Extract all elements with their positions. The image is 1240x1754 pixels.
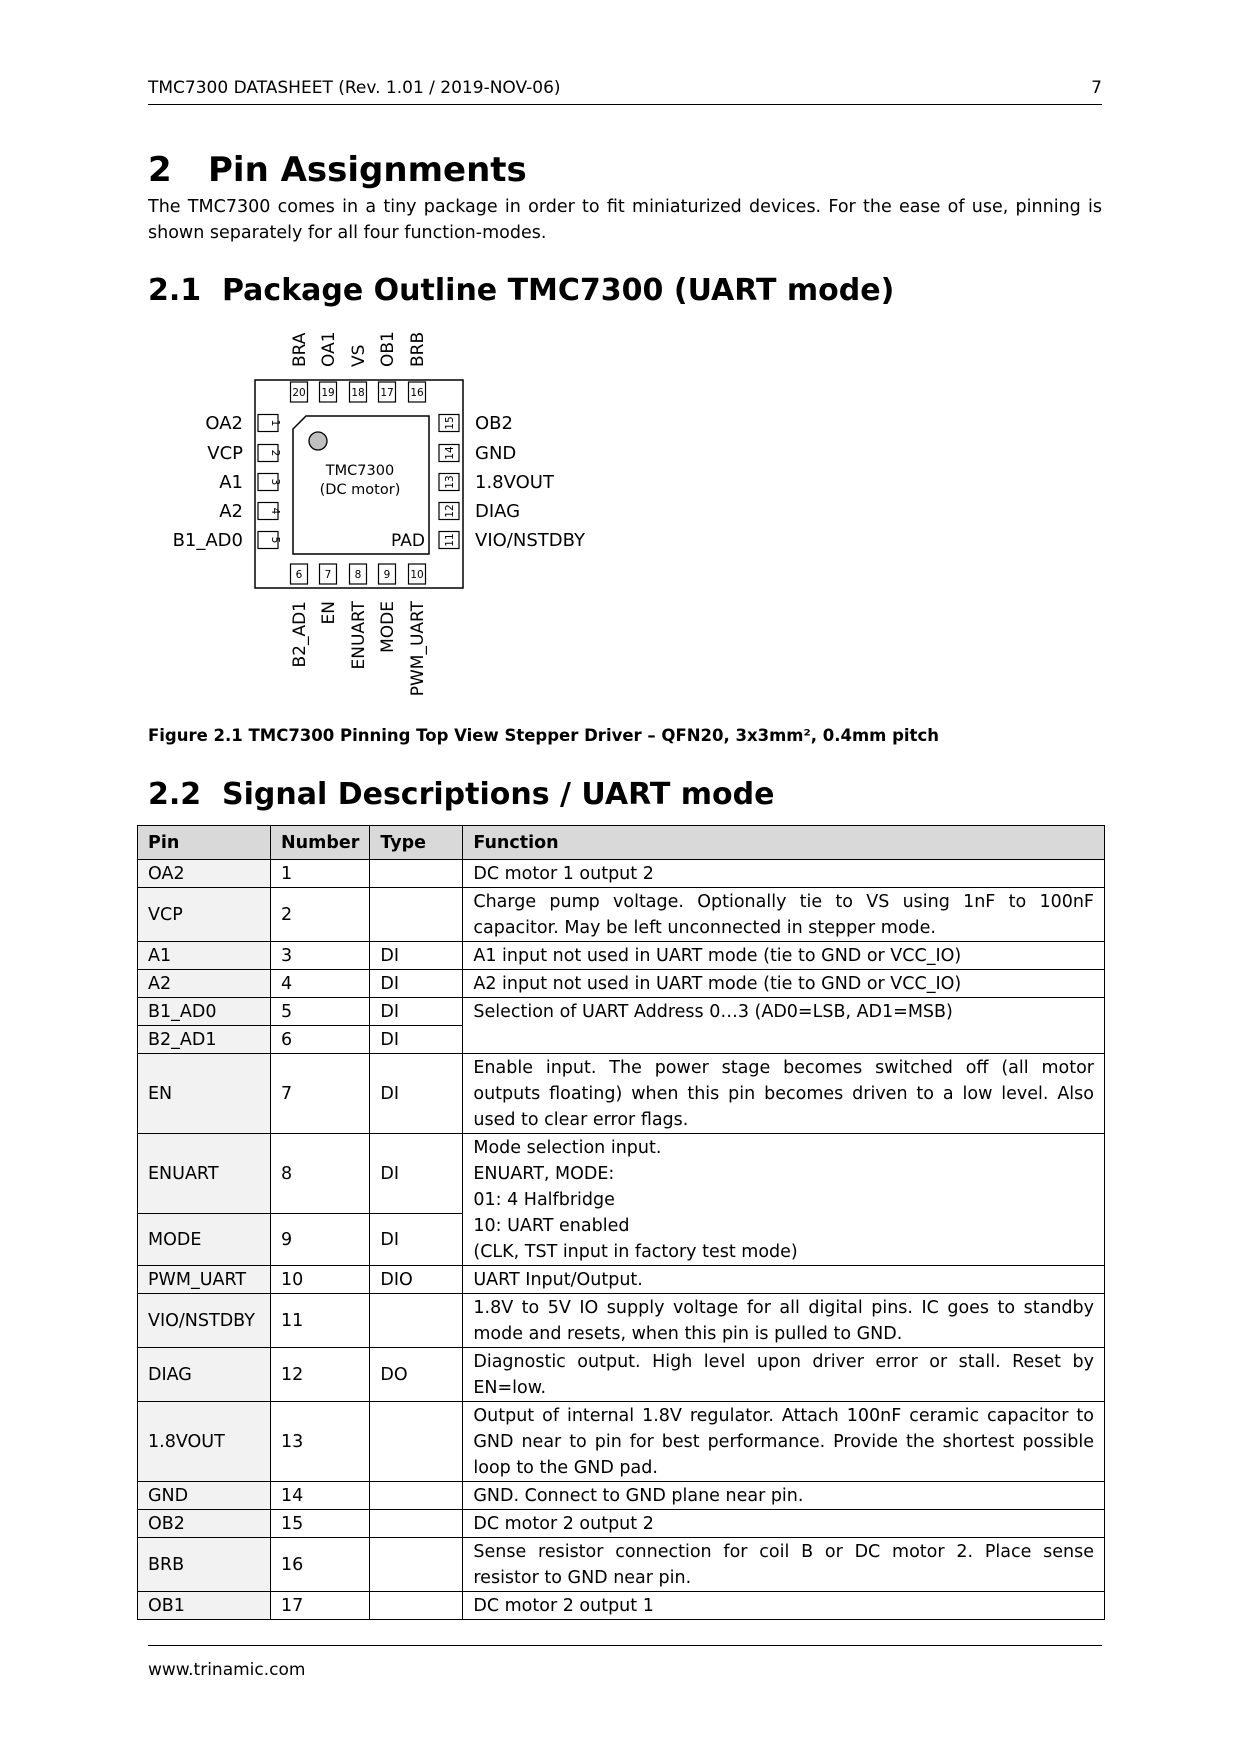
pin-label-bra: BRA <box>290 332 310 367</box>
function-cell: Sense resistor connection for coil B or DC motor 2. Place sense resistor to GND near pin. <box>463 1538 1105 1592</box>
number-cell: 16 <box>271 1538 370 1592</box>
chip-mode: (DC motor) <box>319 482 401 498</box>
function-cell: Diagnostic output. High level upon driver error or stall. Reset by EN=low. <box>463 1348 1105 1402</box>
table-row <box>138 1402 1105 1482</box>
pin-cell: A1 <box>138 942 271 970</box>
table-row <box>138 1134 1105 1214</box>
pin-cell: BRB <box>138 1538 271 1592</box>
function-cell: Output of internal 1.8V regulator. Attach 100nF ceramic capacitor to GND near to pin for best performance. Provide the shortest possible loop to the GND pad. <box>463 1402 1105 1482</box>
column-header-function: Function <box>463 826 1105 860</box>
section-2-number: 2 <box>148 150 172 190</box>
section-2-intro: The TMC7300 comes in a tiny package in order to fit miniaturized devices. For the ease of use, pinning is shown separately for all four function-modes. <box>148 197 1102 243</box>
section-2-2-title: Signal Descriptions / UART mode <box>222 777 775 812</box>
pin-label-a1: A1 <box>219 472 243 493</box>
pin-label-vcp: VCP <box>207 443 243 464</box>
pin-cell: GND <box>138 1482 271 1510</box>
section-2-1-title: Package Outline TMC7300 (UART mode) <box>222 273 895 308</box>
page-number: 7 <box>1091 78 1102 98</box>
pin-cell: VIO/NSTDBY <box>138 1294 271 1348</box>
signal-description-table <box>137 825 1105 1620</box>
type-cell <box>370 1402 463 1482</box>
table-row <box>138 942 1105 970</box>
pin-label-diag: DIAG <box>475 501 521 522</box>
pin-cell: DIAG <box>138 1348 271 1402</box>
function-line: 10: UART enabled <box>473 1216 630 1236</box>
figure-caption: Figure 2.1 TMC7300 Pinning Top View Stepper Driver – QFN20, 3x3mm², 0.4mm pitch <box>148 726 939 745</box>
table-row <box>138 1294 1105 1348</box>
pin-cell: B1_AD0 <box>138 998 271 1026</box>
pin-number-15: 15 <box>444 416 456 430</box>
pin-number-8: 8 <box>354 569 362 581</box>
type-cell: DI <box>370 1054 463 1134</box>
pin-number-5: 5 <box>269 536 281 544</box>
pin-number-4: 4 <box>269 507 281 515</box>
number-cell: 15 <box>271 1510 370 1538</box>
type-cell: DI <box>370 1134 463 1214</box>
pin-cell: ENUART <box>138 1134 271 1214</box>
function-line: ENUART, MODE: <box>473 1164 615 1184</box>
type-cell: DI <box>370 942 463 970</box>
pin-label-a2: A2 <box>219 501 243 522</box>
table-row <box>138 888 1105 942</box>
pin-number-1: 1 <box>269 419 281 427</box>
pin-cell: OA2 <box>138 860 271 888</box>
pin-label-ob2: OB2 <box>475 413 513 434</box>
section-2-2-number: 2.2 <box>148 777 202 812</box>
number-cell: 7 <box>271 1054 370 1134</box>
function-cell: DC motor 1 output 2 <box>463 860 1105 888</box>
section-2-1-number: 2.1 <box>148 273 202 308</box>
pin-label-1.8vout: 1.8VOUT <box>475 472 554 493</box>
function-cell: DC motor 2 output 1 <box>463 1592 1105 1620</box>
pin-label-mode: MODE <box>378 601 398 653</box>
number-cell: 13 <box>271 1402 370 1482</box>
column-header-pin: Pin <box>138 826 271 860</box>
type-cell <box>370 1482 463 1510</box>
type-cell: DI <box>370 1026 463 1054</box>
type-cell: DI <box>370 1214 463 1266</box>
pin-number-6: 6 <box>295 569 303 581</box>
table-row <box>138 1054 1105 1134</box>
number-cell: 8 <box>271 1134 370 1214</box>
function-cell: Enable input. The power stage becomes switched off (all motor outputs floating) when this pin becomes driven to a low level. Also used to clear error flags. <box>463 1054 1105 1134</box>
pin-label-vs: VS <box>349 344 369 367</box>
pin-number-10: 10 <box>410 569 424 581</box>
function-cell: A2 input not used in UART mode (tie to GND or VCC_IO) <box>463 970 1105 998</box>
package-outline-diagram <box>0 320 700 710</box>
pin-label-en: EN <box>319 601 339 625</box>
type-cell <box>370 860 463 888</box>
function-cell: Charge pump voltage. Optionally tie to VS using 1nF to 100nF capacitor. May be left unconnected in stepper mode. <box>463 888 1105 942</box>
pin-number-20: 20 <box>292 387 306 399</box>
header-title: TMC7300 DATASHEET (Rev. 1.01 / 2019-NOV-06) <box>148 78 561 98</box>
number-cell: 10 <box>271 1266 370 1294</box>
function-line: (CLK, TST input in factory test mode) <box>473 1242 798 1262</box>
table-row <box>138 970 1105 998</box>
section-2-2-heading <box>148 777 774 812</box>
type-cell <box>370 1510 463 1538</box>
function-line: 01: 4 Halfbridge <box>473 1190 615 1210</box>
number-cell: 5 <box>271 998 370 1026</box>
table-row <box>138 1538 1105 1592</box>
pin-number-18: 18 <box>351 387 365 399</box>
type-cell <box>370 888 463 942</box>
pin-number-13: 13 <box>444 475 456 489</box>
pin-number-12: 12 <box>444 504 456 518</box>
section-2-title: Pin Assignments <box>208 150 527 190</box>
number-cell: 6 <box>271 1026 370 1054</box>
pin-number-9: 9 <box>383 569 391 581</box>
table-row <box>138 998 1105 1026</box>
type-cell <box>370 1592 463 1620</box>
pin-label-vio-nstdby: VIO/NSTDBY <box>475 530 585 551</box>
table-row <box>138 1482 1105 1510</box>
pin-label-brb: BRB <box>408 331 428 367</box>
pin-cell: A2 <box>138 970 271 998</box>
section-2-1-heading <box>148 273 894 308</box>
function-cell <box>463 1134 1105 1266</box>
table-row <box>138 1348 1105 1402</box>
number-cell: 12 <box>271 1348 370 1402</box>
number-cell: 2 <box>271 888 370 942</box>
function-cell: GND. Connect to GND plane near pin. <box>463 1482 1105 1510</box>
pin-number-2: 2 <box>269 449 281 457</box>
type-cell <box>370 1538 463 1592</box>
number-cell: 1 <box>271 860 370 888</box>
pin-number-14: 14 <box>444 446 456 460</box>
footer-url: www.trinamic.com <box>148 1660 306 1680</box>
pin-number-17: 17 <box>380 387 394 399</box>
function-cell: A1 input not used in UART mode (tie to GND or VCC_IO) <box>463 942 1105 970</box>
table-row <box>138 1592 1105 1620</box>
function-cell: UART Input/Output. <box>463 1266 1105 1294</box>
number-cell: 3 <box>271 942 370 970</box>
number-cell: 11 <box>271 1294 370 1348</box>
section-2-heading <box>148 150 527 190</box>
type-cell <box>370 1294 463 1348</box>
table-row <box>138 1266 1105 1294</box>
pin-cell: EN <box>138 1054 271 1134</box>
type-cell: DI <box>370 970 463 998</box>
pin-cell: 1.8VOUT <box>138 1402 271 1482</box>
table-row <box>138 1510 1105 1538</box>
pin1-marker-dot <box>309 432 327 450</box>
pin-cell: VCP <box>138 888 271 942</box>
table-header-row <box>138 826 1105 860</box>
number-cell: 4 <box>271 970 370 998</box>
pin-label-b2_ad1: B2_AD1 <box>290 601 310 668</box>
table-row <box>138 860 1105 888</box>
function-cell: DC motor 2 output 2 <box>463 1510 1105 1538</box>
page-header <box>148 76 1102 105</box>
pin-number-11: 11 <box>444 533 456 547</box>
number-cell: 17 <box>271 1592 370 1620</box>
function-line: Mode selection input. <box>473 1138 662 1158</box>
pin-number-19: 19 <box>321 387 335 399</box>
chip-name: TMC7300 <box>325 463 395 479</box>
number-cell: 9 <box>271 1214 370 1266</box>
footer-rule <box>148 1645 1102 1646</box>
type-cell: DI <box>370 998 463 1026</box>
pin-label-ob1: OB1 <box>378 331 398 367</box>
pin-label-b1_ad0: B1_AD0 <box>172 530 243 551</box>
pin-label-oa2: OA2 <box>205 413 243 434</box>
pin-label-pwm_uart: PWM_UART <box>408 601 428 697</box>
number-cell: 14 <box>271 1482 370 1510</box>
pin-label-oa1: OA1 <box>319 331 339 367</box>
pin-number-16: 16 <box>410 387 424 399</box>
pin-cell: B2_AD1 <box>138 1026 271 1054</box>
function-cell: 1.8V to 5V IO supply voltage for all digital pins. IC goes to standby mode and resets, when this pin is pulled to GND. <box>463 1294 1105 1348</box>
pad-label: PAD <box>391 531 425 551</box>
pin-cell: PWM_UART <box>138 1266 271 1294</box>
pin-number-7: 7 <box>324 569 332 581</box>
type-cell: DIO <box>370 1266 463 1294</box>
column-header-type: Type <box>370 826 463 860</box>
pin-number-3: 3 <box>269 478 281 486</box>
type-cell: DO <box>370 1348 463 1402</box>
pin-cell: OB2 <box>138 1510 271 1538</box>
pin-cell: OB1 <box>138 1592 271 1620</box>
function-cell: Selection of UART Address 0…3 (AD0=LSB, AD1=MSB) <box>463 998 1105 1054</box>
column-header-number: Number <box>271 826 370 860</box>
pin-label-gnd: GND <box>475 443 517 464</box>
pin-label-enuart: ENUART <box>349 601 369 670</box>
pin-cell: MODE <box>138 1214 271 1266</box>
